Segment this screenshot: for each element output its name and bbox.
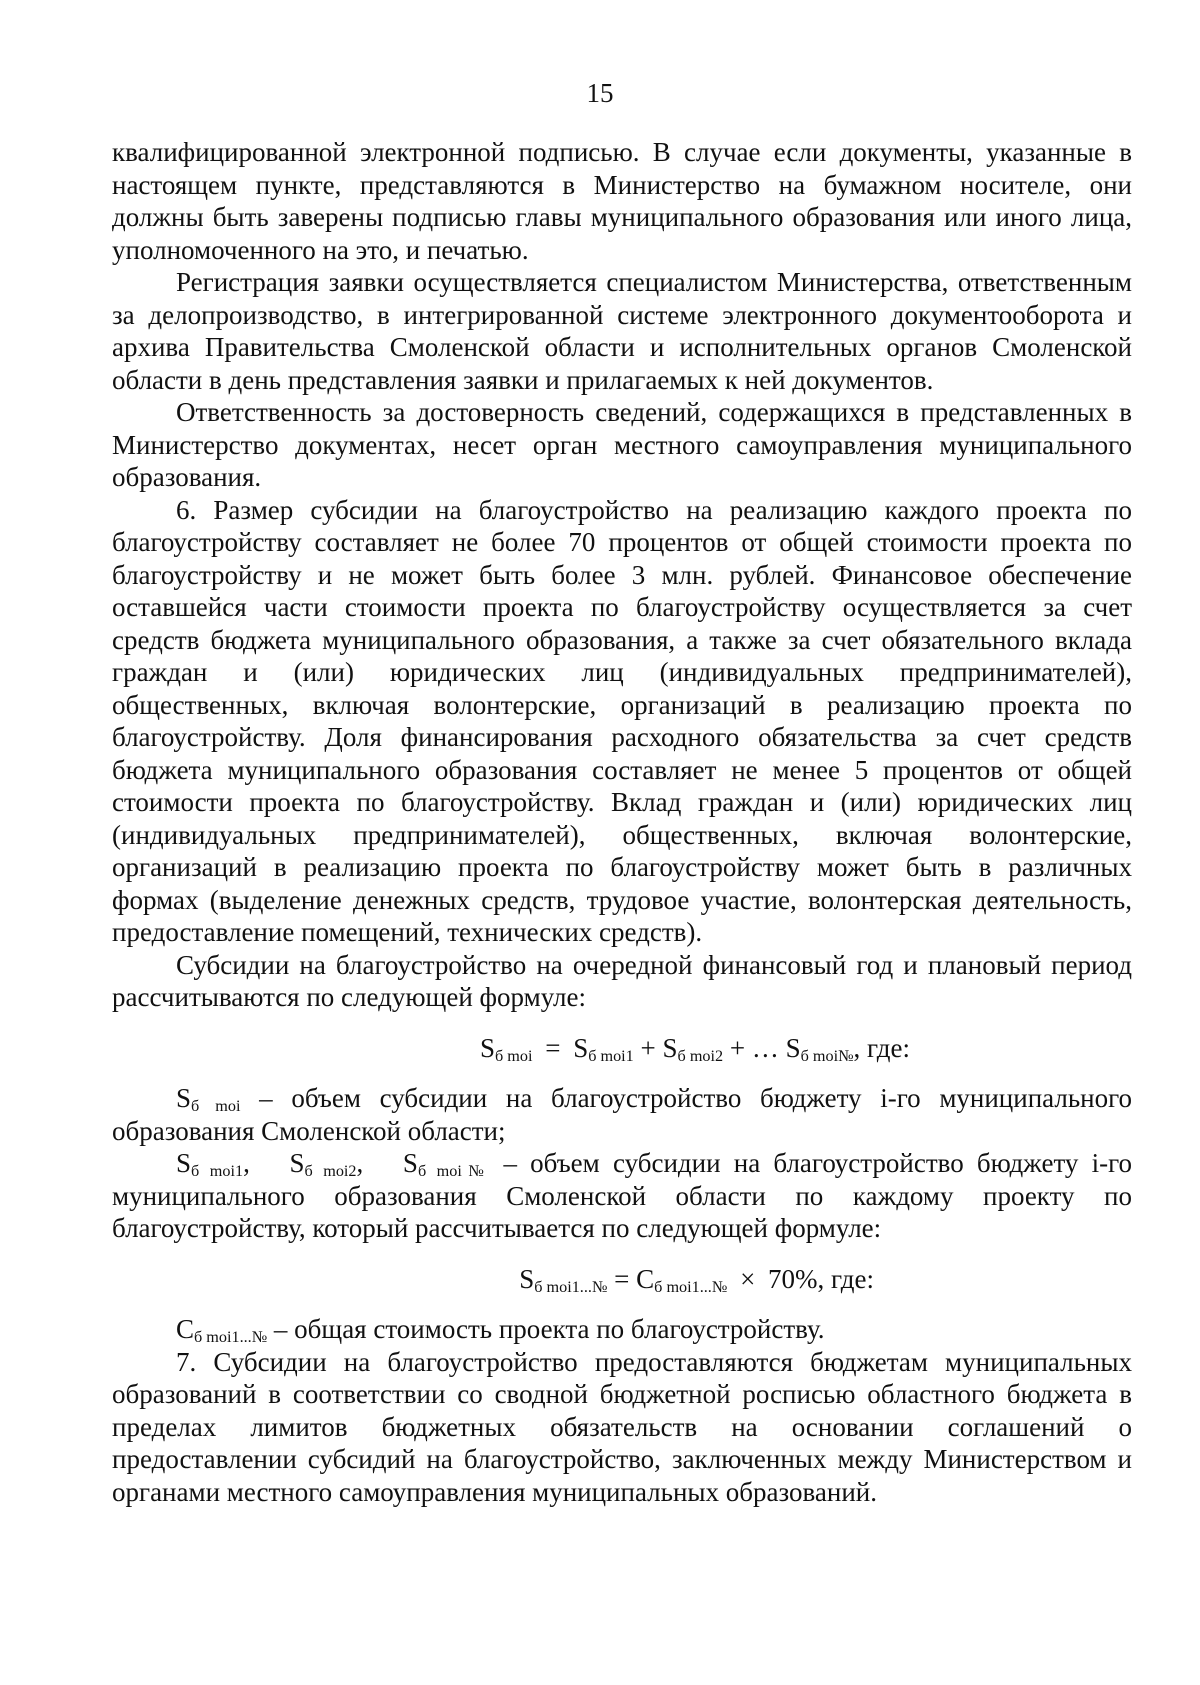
paragraph-responsibility: Ответственность за достоверность сведений, содержащихся в представленных в Министерство документах, несет орган местного самоуправления муниципального образования. [112,397,1132,492]
definition-s-moi: $S_{б moi}$ – объем субсидии на благоустройство бюджету i-го муниципального образования Смоленской области; [112,1083,1133,1146]
definition-c-moi: $C_{б moi1...№}$ – общая стоимость проекта по благоустройству. [176,1314,825,1347]
formula-subsidy-total: $S_{б moi} = S_{б moi1} + S_{б moi2}$ + … $S_{б moi№}$, где: [479,1032,910,1065]
paragraph-item-7: 7. Субсидии на благоустройство предоставляются бюджетам муниципальных образований в соответствии со сводной бюджетной росписью областного бюджета в пределах лимитов бюджетных обязательств на основании соглашений о предоставлении субсидий на благоустройство, заключенных между Министерством и органами местного самоуправления муниципальных образований. [112,1346,1132,1507]
paragraph-signature: квалифицированной электронной подписью. В случае если документы, указанные в настоящем пункте, представляются в Министерство на бумажном носителе, они должны быть заверены подписью главы муниципального образования или иного лица, уполномоченного на это, и печатью. [112,137,1132,265]
paragraph-formula-intro: Субсидии на благоустройство на очередной финансовый год и плановый период рассчитываются по следующей формуле: [112,949,1132,1012]
paragraph-item-6: 6. Размер субсидии на благоустройство на реализацию каждого проекта по благоустройству составляет не более 70 процентов от общей стоимости проекта по благоустройству и не может быть более 3 млн. рублей. Финансовое обеспечение оставшейся части стоимости проекта по благоустройству осуществляется за счет средств бюджета муниципального образования, а также за счет обязательного вклада граждан и (или) юридических лиц (индивидуальных предпринимателей), общественных, включая волонтерские, организаций в реализацию проекта по благоустройству. Доля финансирования расходного обязательства за счет средств бюджета муниципального образования составляет не менее 5 процентов от общей стоимости проекта по благоустройству. Вклад граждан и (или) юридических лиц (индивидуальных предпринимателей), общественных, включая волонтерские, организаций в реализацию проекта по благоустройству может быть в различных формах (выделение денежных средств, трудовое участие, волонтерская деятельность, предоставление помещений, технических средств). [112,494,1132,947]
document-body [112,136,1132,1508]
definition-s-moi-parts: $S_{б moi1}$, $S_{б moi2}$, $S_{б moi№}$ – объем субсидии на благоустройство бюджету i-го муниципального образования Смоленской области по каждому проекту по благоустройству, который рассчитывается по следующей формуле: [112,1148,1133,1243]
page-number: 15 [586,78,614,108]
paragraph-registration: Регистрация заявки осуществляется специалистом Министерства, ответственным за делопроизводство, в интегрированной системе электронного документооборота и архива Правительства Смоленской области и исполнительных органов Смоленской области в день представления заявки и прилагаемых к ней документов. [112,267,1132,395]
formula-subsidy-per-project: $S_{б moi1...№} = C_{б moi1...№} \times 70\%$, где: [519,1263,874,1296]
